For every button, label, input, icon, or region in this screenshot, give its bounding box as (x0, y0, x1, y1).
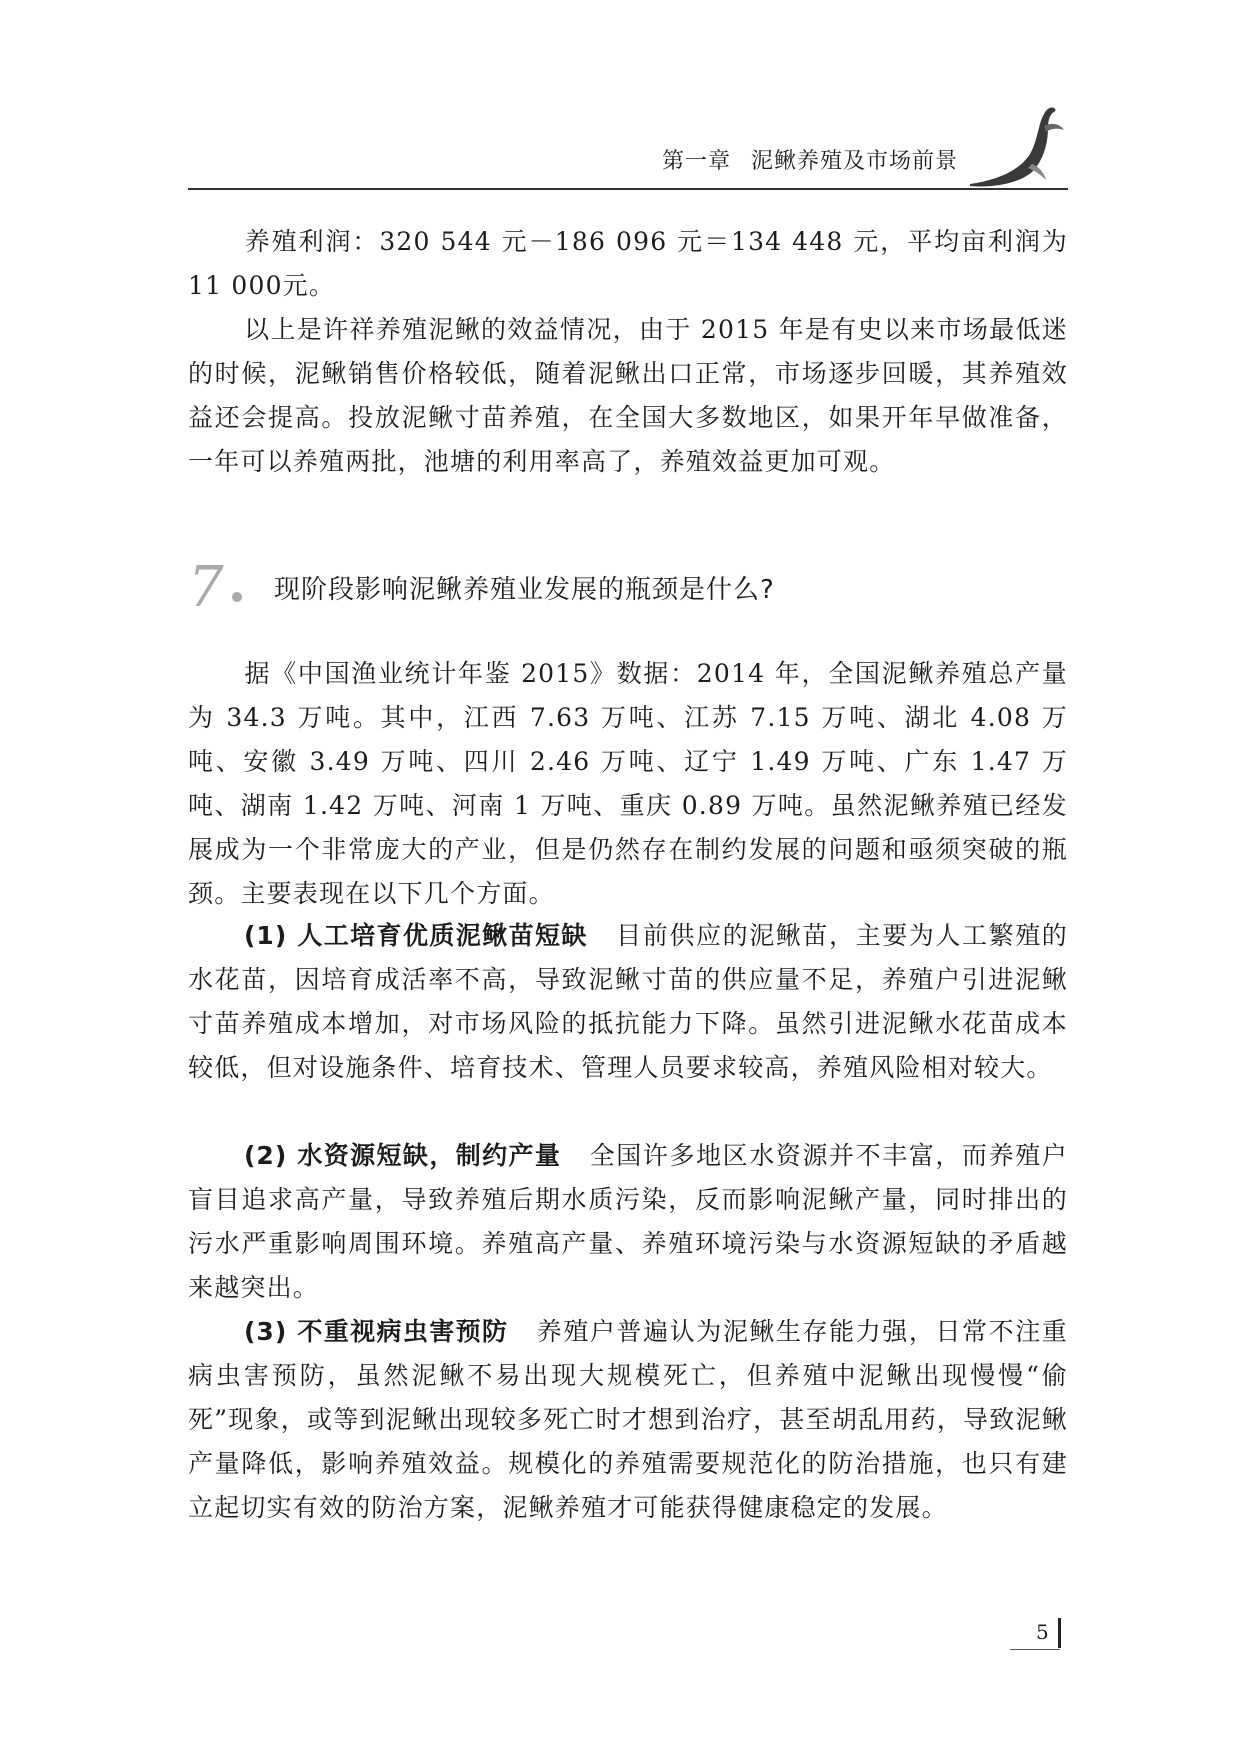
section-number: 7 (188, 555, 224, 620)
loach-logo-icon (968, 104, 1068, 188)
paragraph-benefit (188, 308, 1068, 484)
page-number-rule (1010, 1649, 1060, 1650)
point-text: 目前供应的泥鳅苗，主要为人工繁殖的水花苗，因培育成活率不高，导致泥鳅寸苗的供应量不足，养殖户引进泥鳅寸苗养殖成本增加，对市场风险的抵抗能力下降。虽然引进泥鳅水花苗成本较低，但对设施条件、培育技术、管理人员要求较高，养殖风险相对较大。 (188, 921, 1069, 1082)
section-title: 现阶段影响泥鳅养殖业发展的瓶颈是什么? (274, 575, 775, 605)
point-text: 养殖户普遍认为泥鳅生存能力强，日常不注重病虫害预防，虽然泥鳅不易出现大规模死亡，但养殖中泥鳅出现慢慢“偷死”现象，或等到泥鳅出现较多死亡时才想到治疗，甚至胡乱用药，导致泥鳅产量降低，影响养殖效益。规模化的养殖需要规范化的防治措施，也只有建立起切实有效的防治方案，泥鳅养殖才可能获得健康稳定的发展。 (188, 1317, 1068, 1522)
section-number-dot (232, 592, 242, 602)
point-text: 全国许多地区水资源并不丰富，而养殖户盲目追求高产量，导致养殖后期水质污染，反而影响泥鳅产量，同时排出的污水严重影响周围环境。养殖高产量、养殖环境污染与水资源短缺的矛盾越来越突出。 (188, 1141, 1068, 1302)
page-number: 5 (1036, 1620, 1049, 1644)
page-number-bar (1058, 1618, 1061, 1648)
point-1 (188, 914, 1068, 1090)
paragraph-profit (188, 220, 1068, 308)
point-label: (1) 人工培育优质泥鳅苗短缺 (244, 921, 588, 950)
point-label: (3) 不重视病虫害预防 (244, 1317, 509, 1346)
paragraph-text: 养殖利润：320 544 元－186 096 元＝134 448 元，平均亩利润为11 000元。 (188, 227, 1068, 300)
point-label: (2) 水资源短缺，制约产量 (244, 1141, 562, 1170)
chapter-heading (662, 144, 958, 175)
chapter-label: 第一章 (661, 149, 731, 174)
paragraph-text: 以上是许祥养殖泥鳅的效益情况，由于 2015 年是有史以来市场最低迷的时候，泥鳅销售价格较低，随着泥鳅出口正常，市场逐步回暖，其养殖效益还会提高。投放泥鳅寸苗养殖，在全国大多数地区，如果开年早做准备，一年可以养殖两批，池塘的利用率高了，养殖效益更加可观。 (188, 315, 1068, 476)
point-2 (188, 1134, 1068, 1310)
point-3 (188, 1310, 1068, 1530)
paragraph-intro (188, 652, 1068, 916)
section-heading (188, 555, 1068, 620)
running-header (188, 104, 1068, 190)
paragraph-text: 据《中国渔业统计年鉴 2015》数据：2014 年，全国泥鳅养殖总产量为 34.3 万吨。其中，江西 7.63 万吨、江苏 7.15 万吨、湖北 4.08 万吨、安徽 3.49 万吨、四川 2.46 万吨、辽宁 1.49 万吨、广东 1.47 万吨、湖南 1.42 万吨、河南 1 万吨、重庆 0.89 万吨。虽然泥鳅养殖已经发展成为一个非常庞大的产业，但是仍然存在制约发展的问题和亟须突破的瓶颈。主要表现在以下几个方面。 (188, 659, 1068, 908)
chapter-title: 泥鳅养殖及市场前景 (750, 149, 958, 174)
